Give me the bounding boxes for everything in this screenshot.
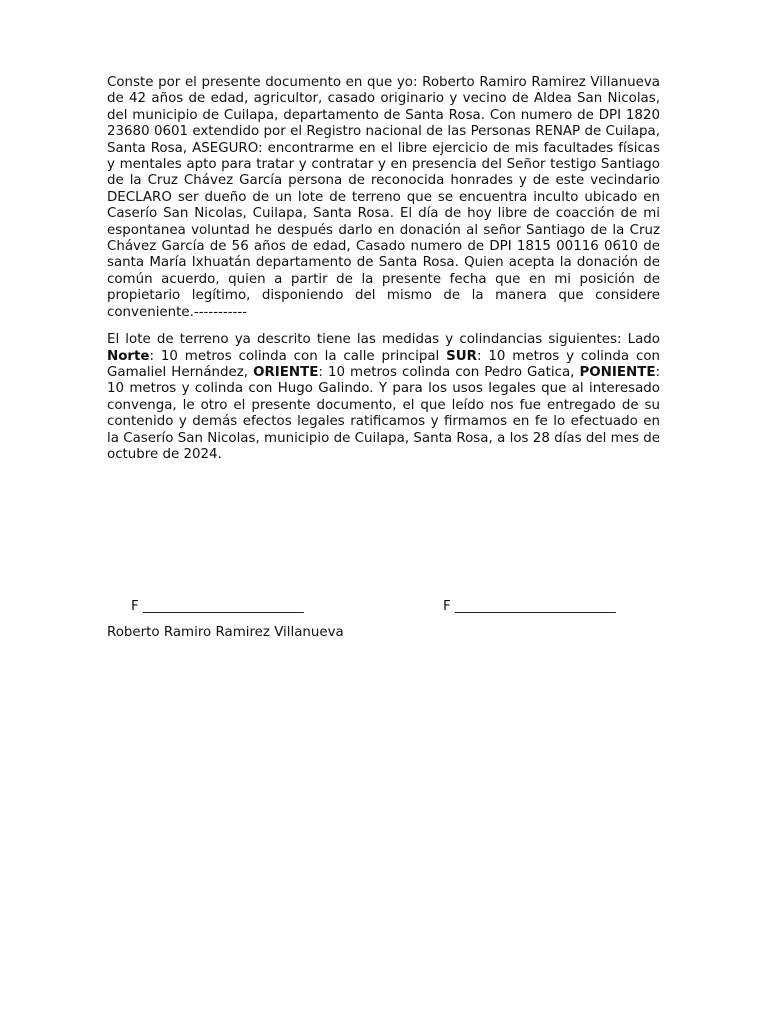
poniente-label: PONIENTE	[579, 364, 656, 380]
boundaries-intro: El lote de terreno ya descrito tiene las medidas y colindancias siguientes: Lado	[107, 332, 660, 348]
oriente-text: : 10 metros colinda con Pedro Gatica,	[318, 364, 580, 380]
norte-text: : 10 metros colinda con la calle principal	[149, 348, 447, 364]
oriente-label: ORIENTE	[253, 364, 319, 380]
signature-line-right: F ________________________	[443, 599, 616, 614]
sur-label: SUR	[446, 348, 477, 364]
signer-name: Roberto Ramiro Ramirez Villanueva	[107, 625, 344, 640]
paragraph-declaration: Conste por el presente documento en que yo: Roberto Ramiro Ramirez Villanueva de 42 años de edad, agricultor, casado originario y vecino de Aldea San Nicolas, del municipio de Cuilapa, departamento de Santa Rosa. Con numero de DPI 1820 23680 0601 extendido por el Registro nacional de las Personas RENAP de Cuilapa, Santa Rosa, ASEGURO: encontrarme en el libre ejercicio de mis facultades físicas y mentales apto para tratar y contratar y en presencia del Señor testigo Santiago de la Cruz Chávez García persona de reconocida honrades y de este vecindario DECLARO ser dueño de un lote de terreno que se encuentra inculto ubicado en Caserío San Nicolas, Cuilapa, Santa Rosa. El día de hoy libre de coacción de mi espontanea voluntad he después darlo en donación al señor Santiago de la Cruz Chávez García de 56 años de edad, Casado numero de DPI 1815 00116 0610 de santa María Ixhuatán departamento de Santa Rosa. Quien acepta la donación de común acuerdo, quien a partir de la presente fecha que en mi posición de propietario legítimo, disponiendo del mismo de la manera que considere conveniente.-----------	[107, 75, 660, 320]
norte-label: Norte	[107, 348, 150, 364]
sur-text: : 10 metros y colinda con Gamaliel Hernández,	[107, 348, 661, 380]
signature-line-left: F ________________________	[131, 599, 304, 614]
document-body	[107, 75, 660, 463]
paragraph-boundaries	[107, 332, 660, 463]
poniente-text: : 10 metros y colinda con Hugo Galindo. Y para los usos legales que al interesado convenga, le otro el presente documento, el que leído nos fue entregado de su contenido y demás efectos legales ratificamos y firmamos en fe lo efectuado en la Caserío San Nicolas, municipio de Cuilapa, Santa Rosa, a los 28 días del mes de octubre de 2024.	[107, 364, 661, 462]
